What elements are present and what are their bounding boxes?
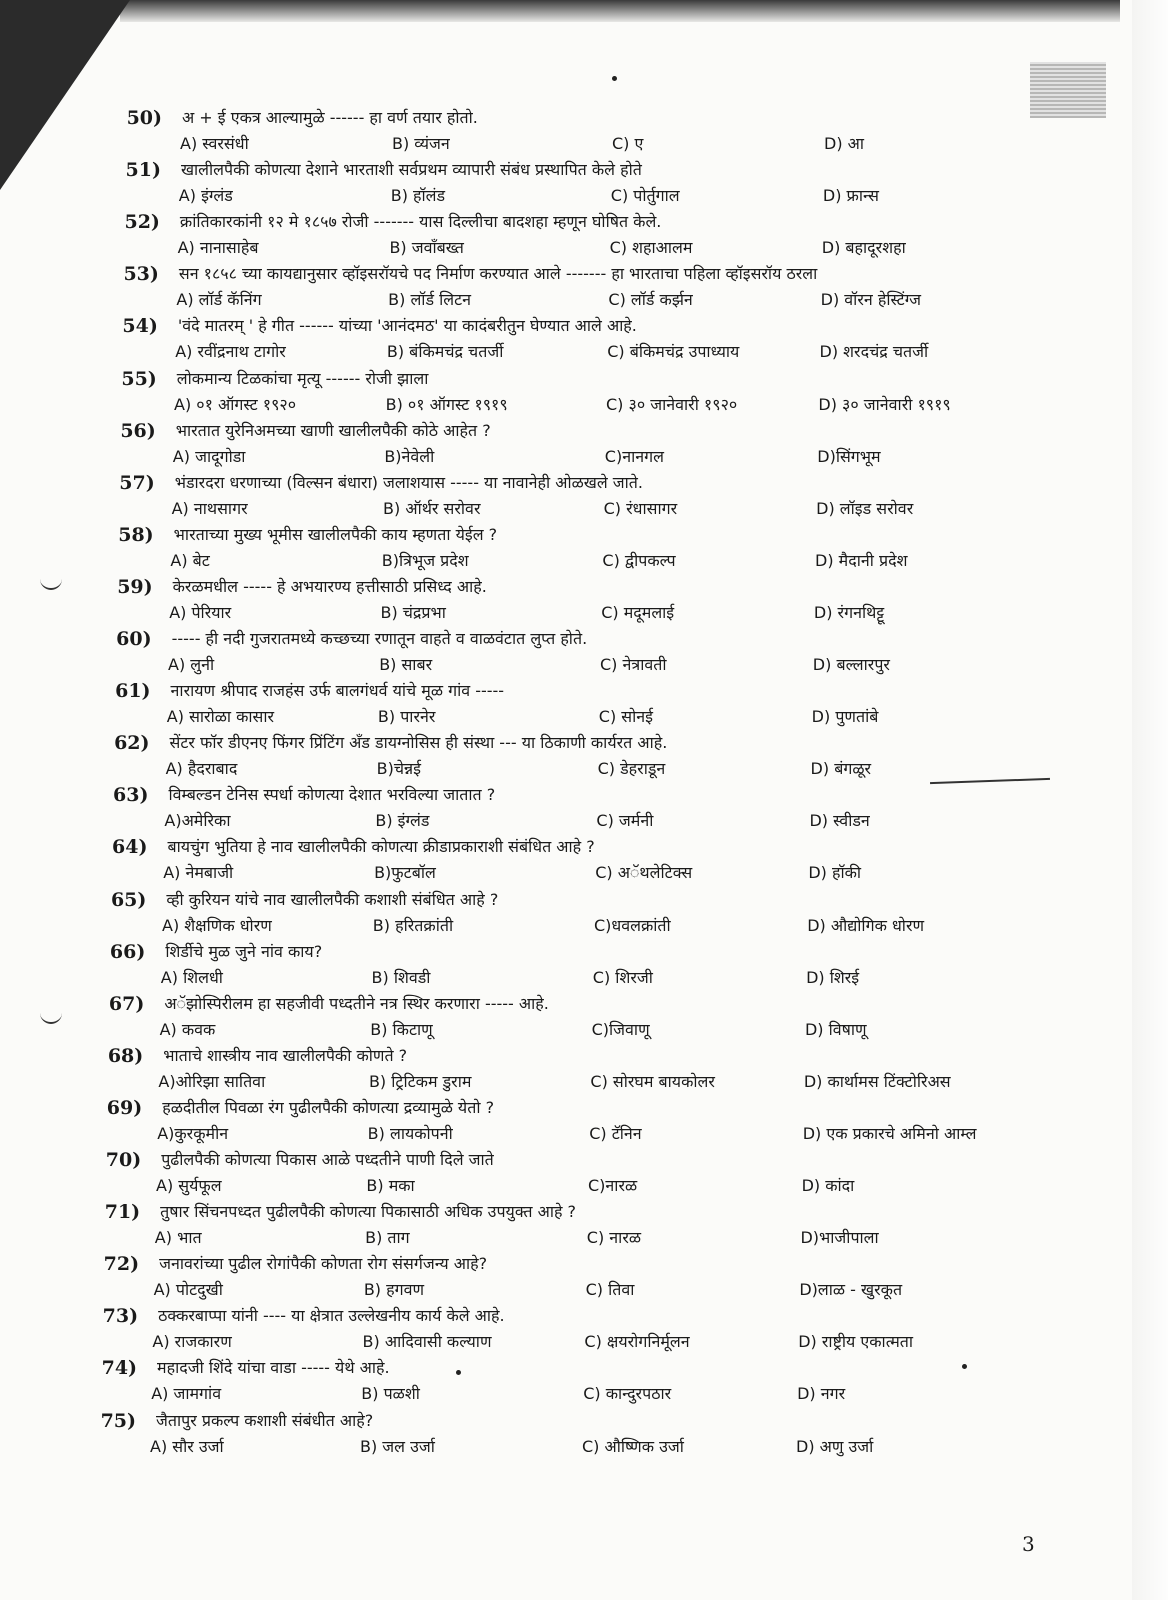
question-text: जनावरांच्या पुढील रोगांपैकी कोणता रोग संसर्गजन्य आहे? xyxy=(159,1254,488,1274)
option-b: B) ताग xyxy=(365,1228,410,1248)
question-item xyxy=(0,367,1168,420)
question-item xyxy=(0,575,1168,628)
option-a: A) पेरियार xyxy=(169,602,232,622)
option-c: C) द्वीपकल्प xyxy=(602,550,676,570)
option-c: C)जिवाणू xyxy=(591,1019,650,1039)
question-text: पुढीलपैकी कोणत्या पिकास आळे पध्दतीने पाणी दिले जाते xyxy=(161,1150,494,1169)
question-text: तुषार सिंचनपध्दत पुढीलपैकी कोणत्या पिकासाठी अधिक उपयुक्त आहे ? xyxy=(160,1202,577,1222)
question-text: हळदीतील पिवळा रंग पुढीलपैकी कोणत्या द्रव्यामुळे येतो ? xyxy=(162,1097,495,1117)
option-b: B) ऑर्थर सरोवर xyxy=(383,498,481,518)
option-d: D) कार्थामस टिंक्टोरिअस xyxy=(803,1071,951,1091)
question-item xyxy=(0,1409,1168,1462)
option-a: A) शिलधी xyxy=(160,967,223,987)
question-text: भारताच्या मुख्य भूमीस खालीलपैकी काय म्हणता येईल ? xyxy=(173,524,498,544)
question-number: 66) xyxy=(109,940,146,963)
option-a: A) सुर्यफूल xyxy=(156,1176,222,1195)
question-number: 70) xyxy=(105,1149,142,1171)
question-number: 55) xyxy=(121,367,157,390)
option-c: C) रंधासागर xyxy=(603,498,678,518)
question-number: 67) xyxy=(108,992,145,1015)
question-text: भारतात युरेनिअमच्या खाणी खालीलपैकी कोठे आहेत ? xyxy=(175,420,491,440)
option-b: B) पळशी xyxy=(361,1384,420,1404)
option-c: C)नारळ xyxy=(588,1176,638,1195)
option-b: B) हगवण xyxy=(363,1280,425,1300)
option-c: C) सोनई xyxy=(598,707,653,727)
question-text: विम्बल्डन टेनिस स्पर्धा कोणत्या देशात भरविल्या जातात ? xyxy=(168,785,496,805)
option-c: C) सोरघम बायकोलर xyxy=(590,1071,715,1091)
option-c: C) ए xyxy=(612,134,644,153)
option-a: A) ०१ ऑगस्ट १९२० xyxy=(174,394,297,414)
option-d: D) पुणतांबे xyxy=(811,707,879,727)
option-d: D) लॉइड सरोवर xyxy=(816,498,914,518)
option-b: B)चेन्नई xyxy=(376,759,421,779)
question-text: ----- ही नदी गुजरातमध्ये कच्छच्या रणातून वाहते व वाळवंटात लुप्त होते. xyxy=(171,629,588,648)
option-a: A) सौर उर्जा xyxy=(150,1436,224,1456)
option-c: C) पोर्तुगाल xyxy=(610,186,680,206)
option-a: A) नेमबाजी xyxy=(163,863,234,883)
option-b: B) लायकोपनी xyxy=(367,1123,453,1143)
question-number: 74) xyxy=(101,1357,138,1380)
question-item xyxy=(0,314,1168,367)
option-a: A) लुनी xyxy=(168,655,215,674)
option-a: A) लॉर्ड कॅनिंग xyxy=(176,290,262,310)
option-c: C) नेत्रावती xyxy=(600,655,667,674)
question-number: 60) xyxy=(116,628,152,650)
option-a: A)कुरकूमीन xyxy=(157,1123,229,1143)
option-c: C) औष्णिक उर्जा xyxy=(582,1436,684,1456)
question-number: 52) xyxy=(124,211,160,234)
question-item xyxy=(0,1356,1168,1409)
option-a: A) हैदराबाद xyxy=(165,759,238,779)
option-b: B) आदिवासी कल्याण xyxy=(362,1332,492,1352)
question-item xyxy=(0,1200,1168,1253)
question-number: 63) xyxy=(113,784,149,807)
question-item xyxy=(0,888,1168,941)
option-b: B) हॉलंड xyxy=(390,186,446,206)
option-c: C) नारळ xyxy=(586,1228,642,1248)
question-item xyxy=(0,992,1168,1045)
question-item xyxy=(0,210,1168,263)
option-b: B) मका xyxy=(366,1176,415,1195)
option-d: D) स्वीडन xyxy=(809,811,870,831)
option-b: B) व्यंजन xyxy=(392,134,450,153)
question-item xyxy=(0,1148,1168,1201)
option-b: B) साबर xyxy=(379,655,433,674)
question-text: केरळमधील ----- हे अभयारण्य हत्तीसाठी प्रसिध्द आहे. xyxy=(172,576,487,596)
option-a: A) पोटदुखी xyxy=(153,1280,223,1300)
option-d: D) वॉरन हेस्टिंग्ज xyxy=(820,290,921,310)
option-d: D) राष्ट्रीय एकात्मता xyxy=(798,1332,914,1352)
option-d: D) बहादूरशहा xyxy=(821,238,906,258)
option-d: D) ३० जानेवारी १९१९ xyxy=(818,394,951,414)
question-item xyxy=(0,106,1168,159)
question-item xyxy=(0,679,1168,732)
question-number: 57) xyxy=(119,471,155,494)
question-text: खालीलपैकी कोणत्या देशाने भारताशी सर्वप्रथम व्यापारी संबंध प्रस्थापित केले होते xyxy=(180,160,642,180)
scan-top-shadow xyxy=(120,0,1120,22)
question-text: व्ही कुरियन यांचे नाव खालीलपैकी कशाशी संबंधित आहे ? xyxy=(166,889,499,909)
question-number: 64) xyxy=(112,836,148,859)
option-c: C) लॉर्ड कर्झन xyxy=(608,290,693,310)
question-text: अॅझोस्पिरीलम हा सहजीवी पध्दतीने नत्र स्थिर करणारा ----- आहे. xyxy=(164,993,549,1013)
option-c: C) जर्मनी xyxy=(596,811,654,831)
option-a: A) नानासाहेब xyxy=(177,238,259,258)
question-number: 69) xyxy=(106,1096,143,1119)
option-d: D) औद्योगिक धोरण xyxy=(807,915,925,935)
question-text: सेंटर फॉर डीएनए फिंगर प्रिंटिंग अँड डायग्नोसिस ही संस्था --- या ठिकाणी कार्यरत आहे. xyxy=(169,733,668,753)
option-d: D)लाळ - खुरकूत xyxy=(799,1280,903,1300)
option-c: C) तिवा xyxy=(585,1280,635,1300)
option-b: B) लॉर्ड लिटन xyxy=(388,290,472,310)
option-b: B) जवाँबख्त xyxy=(389,238,464,258)
option-b: B) बंकिमचंद्र चतर्जी xyxy=(386,342,504,362)
question-number: 75) xyxy=(100,1409,136,1432)
question-number: 68) xyxy=(107,1044,144,1067)
option-b: B) पारनेर xyxy=(377,707,436,727)
option-d: D) अणु उर्जा xyxy=(796,1436,874,1456)
option-d: D) बल्लारपुर xyxy=(812,655,890,674)
option-d: D) रंगनथिट्टू xyxy=(813,602,885,622)
option-b: B) ट्रिटिकम डुराम xyxy=(368,1071,472,1091)
question-text: महादजी शिंदे यांचा वाडा ----- येथे आहे. xyxy=(157,1358,390,1378)
question-text: जैतापुर प्रकल्प कशाशी संबंधीत आहे? xyxy=(156,1410,374,1430)
question-text: अ + ई एकत्र आल्यामुळे ------ हा वर्ण तयार होतो. xyxy=(182,108,478,127)
option-a: A)ओरिझा सातिवा xyxy=(158,1071,266,1091)
option-a: A)अमेरिका xyxy=(164,811,231,831)
question-item xyxy=(0,627,1168,680)
question-item xyxy=(0,1044,1168,1097)
question-number: 72) xyxy=(103,1253,140,1276)
question-text: लोकमान्य टिळकांचा मृत्यू ------ रोजी झाला xyxy=(176,368,429,388)
option-d: D)भाजीपाला xyxy=(800,1228,879,1248)
option-d: D) एक प्रकारचे अमिनो आम्ल xyxy=(802,1123,977,1143)
option-a: A) बेट xyxy=(170,550,210,570)
question-text: सन १८५८ च्या कायद्यानुसार व्हॉइसरॉयचे पद निर्माण करण्यात आले ------- हा भारताचा पहिला व्हॉइसरॉय ठरला xyxy=(178,264,818,284)
question-item xyxy=(0,419,1168,472)
question-number: 61) xyxy=(115,680,151,703)
option-c: C) शिरजी xyxy=(592,967,653,987)
option-a: A) रवींद्रनाथ टागोर xyxy=(175,342,286,362)
option-a: A) राजकारण xyxy=(152,1332,232,1352)
option-c: C) डेहराडून xyxy=(597,759,666,779)
question-item xyxy=(0,262,1168,315)
question-number: 65) xyxy=(110,888,147,911)
option-d: D) बंगळूर xyxy=(810,759,872,779)
question-text: ठक्करबाप्पा यांनी ---- या क्षेत्रात उल्लेखनीय कार्य केले आहे. xyxy=(158,1306,505,1326)
question-item xyxy=(0,1252,1168,1305)
option-c: C) ३० जानेवारी १९२० xyxy=(606,394,738,414)
question-number: 59) xyxy=(117,575,153,598)
option-d: D) विषाणू xyxy=(804,1019,867,1039)
question-text: भाताचे शास्त्रीय नाव खालीलपैकी कोणते ? xyxy=(163,1045,408,1065)
page-number: 3 xyxy=(1022,1532,1035,1556)
question-text: क्रांतिकारकांनी १२ मे १८५७ रोजी ------- यास दिल्लीचा बादशहा म्हणून घोषित केले. xyxy=(179,212,662,232)
option-b: B)त्रिभूज प्रदेश xyxy=(381,550,469,570)
option-c: C)नानगल xyxy=(604,446,664,466)
question-item xyxy=(0,158,1168,211)
option-b: B)फुटबॉल xyxy=(374,863,436,883)
question-item xyxy=(0,523,1168,576)
question-number: 53) xyxy=(123,263,159,286)
option-a: A) जादूगोडा xyxy=(172,446,246,466)
option-b: B) जल उर्जा xyxy=(360,1436,435,1456)
question-item xyxy=(0,1096,1168,1149)
option-b: B)नेवेली xyxy=(384,446,435,466)
option-d: D) शिरई xyxy=(806,967,860,987)
option-b: B) ०१ ऑगस्ट १९१९ xyxy=(385,394,508,414)
option-d: D) कांदा xyxy=(801,1176,855,1195)
option-d: D) फ्रान्स xyxy=(822,186,879,206)
option-d: D) नगर xyxy=(797,1384,846,1404)
question-number: 51) xyxy=(125,159,161,182)
option-a: A) कवक xyxy=(159,1019,216,1039)
question-item xyxy=(0,1304,1168,1357)
option-b: B) शिवडी xyxy=(371,967,431,987)
option-d: D)सिंगभूम xyxy=(817,446,881,466)
option-c: C) शहाआलम xyxy=(609,238,693,258)
option-a: A) सारोळा कासार xyxy=(166,707,275,727)
question-text: बायचुंग भुतिया हे नाव खालीलपैकी कोणत्या क्रीडाप्रकाराशी संबंधित आहे ? xyxy=(167,837,595,857)
question-number: 56) xyxy=(120,419,156,442)
question-item xyxy=(0,783,1168,836)
question-number: 54) xyxy=(122,315,158,338)
option-d: D) आ xyxy=(824,134,865,153)
question-item xyxy=(0,471,1168,524)
option-a: A) भात xyxy=(154,1228,202,1248)
question-text: 'वंदे मातरम् ' हे गीत ------ यांच्या 'आनंदमठ' या कादंबरीतुन घेण्यात आले आहे. xyxy=(177,316,637,336)
option-c: C) क्षयरोगनिर्मूलन xyxy=(584,1332,690,1352)
question-number: 50) xyxy=(126,107,162,129)
option-a: A) जामगांव xyxy=(151,1384,222,1404)
question-number: 71) xyxy=(104,1201,141,1224)
question-item xyxy=(0,731,1168,784)
question-number: 58) xyxy=(118,523,154,546)
option-d: D) मैदानी प्रदेश xyxy=(815,550,908,570)
question-number: 62) xyxy=(114,732,150,755)
option-d: D) हॉकी xyxy=(808,863,862,883)
option-c: C) टॅनिन xyxy=(589,1123,642,1143)
question-item xyxy=(0,940,1168,993)
option-c: C) बंकिमचंद्र उपाध्याय xyxy=(607,342,740,362)
option-a: A) स्वरसंधी xyxy=(180,134,249,153)
option-a: A) शैक्षणिक धोरण xyxy=(162,915,272,935)
question-item xyxy=(0,835,1168,888)
ink-dot xyxy=(612,76,617,81)
option-c: C) मदूमलाई xyxy=(601,602,675,622)
option-b: B) इंग्लंड xyxy=(375,811,430,831)
question-number: 73) xyxy=(102,1305,139,1328)
option-a: A) नाथसागर xyxy=(171,498,248,518)
option-c: C)धवलक्रांती xyxy=(594,915,671,935)
question-text: भंडारदरा धरणाच्या (विल्सन बंधारा) जलाशयास ----- या नावानेही ओळखले जाते. xyxy=(174,472,644,492)
option-a: A) इंग्लंड xyxy=(178,186,233,206)
option-d: D) शरदचंद्र चतर्जी xyxy=(819,342,929,362)
option-b: B) किटाणू xyxy=(370,1019,433,1039)
option-c: C) कान्दुरपठार xyxy=(583,1384,672,1404)
question-text: शिर्डीचे मुळ जुने नांव काय? xyxy=(165,941,323,961)
option-c: C) अॅथलेटिक्स xyxy=(595,863,693,883)
option-b: B) चंद्रप्रभा xyxy=(380,602,446,622)
question-text: नारायण श्रीपाद राजहंस उर्फ बालगंधर्व यांचे मूळ गांव ----- xyxy=(170,681,505,701)
option-b: B) हरितक्रांती xyxy=(372,915,454,935)
